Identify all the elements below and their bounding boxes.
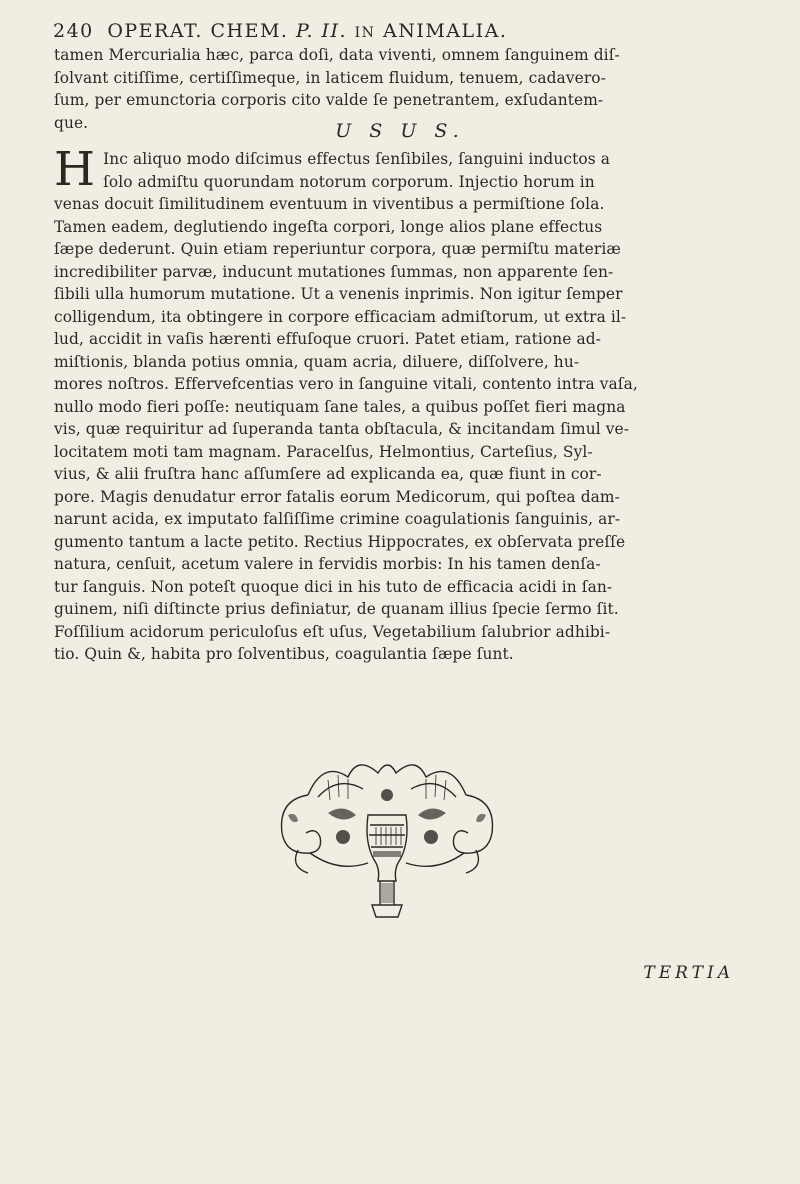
page-number: 240: [53, 20, 94, 42]
intro-line: que.: [54, 113, 89, 132]
body-line: colligendum, ita obtingere in corpore efficaciam admiſtorum, ut extra il-: [54, 307, 627, 326]
body-line: narunt acida, ex imputato falſiſſime crimine coagulationis ſanguinis, ar-: [54, 510, 621, 528]
body-line: nullo modo fieri poſſe: neutiquam ſane tales, a quibus poſſet fieri magna: [54, 397, 626, 416]
body-line: vis, quæ requiritur ad ſuperanda tanta obſtacula, & incitandam ſimul ve-: [54, 420, 630, 438]
body-line: ſæpe dederunt. Quin etiam reperiuntur corpora, quæ permiſtu materiæ: [54, 240, 621, 258]
body-line: guinem, niſi diſtincte prius definiatur, de quanam illius ſpecie ſermo ſit.: [54, 600, 619, 618]
running-title-part-d: ANIMALIA.: [382, 20, 508, 42]
body-line: tur ſanguis. Non poteſt quoque dici in his tuto de efficacia acidi in ſan-: [54, 577, 613, 596]
section-title: U S U S.: [335, 120, 465, 142]
body-line: pore. Magis denudatur error fatalis eorum Medicorum, qui poſtea dam-: [54, 487, 620, 506]
body-line: mores noſtros. Effervefcentias vero in ſanguine vitali, contento intra vaſa,: [54, 375, 638, 393]
woodcut-ornament-icon: [268, 755, 506, 930]
body-line: incredibiliter parvæ, inducunt mutationes ſummas, non apparente ſen-: [54, 262, 614, 281]
intro-line: tamen Mercurialia hæc, parca doſi, data viventi, omnem ſanguinem diſ-: [54, 46, 620, 64]
body-line: ſolo admiſtu quorundam notorum corporum. Injectio horum in: [103, 172, 595, 191]
body-line: venas docuit ſimilitudinem eventuum in viventibus a permiſtione ſola.: [54, 195, 605, 213]
body-line: ſibili ulla humorum mutatione. Ut a venenis inprimis. Non igitur ſemper: [54, 285, 623, 303]
body-line: tio. Quin &, habita pro ſolventibus, coagulantia ſæpe ſunt.: [54, 645, 514, 663]
running-header: [53, 20, 760, 42]
running-title-part-b: P. II.: [296, 20, 348, 42]
body-line: Inc aliquo modo diſcimus effectus ſenſibiles, ſanguini inductos a: [103, 150, 610, 168]
running-title-part-c: IN: [354, 25, 376, 41]
body-line: vius, & alii fruſtra hanc aſſumſere ad explicanda ea, quæ fiunt in cor-: [54, 465, 602, 483]
body-line: gumento tantum a lacte petito. Rectius Hippocrates, ex obſervata preſſe: [54, 532, 626, 551]
body-line: Tamen eadem, deglutiendo ingeſta corpori, longe alios plane effectus: [54, 217, 603, 236]
body-paragraph: [54, 142, 754, 666]
body-line: Foſſilium acidorum periculoſus eſt uſus, Vegetabilium ſalubrior adhibi-: [54, 622, 611, 641]
intro-line: ſum, per emunctoria corporis cito valde ſe penetrantem, exſudantem-: [54, 91, 604, 109]
drop-cap-initial: H: [54, 142, 96, 197]
running-title-part-a: OPERAT. CHEM.: [107, 20, 289, 42]
intro-line: ſolvant citiſſime, certiſſimeque, in laticem fluidum, tenuem, cadavero-: [54, 68, 606, 87]
body-line: lud, accidit in vaſis hærenti effuſoque cruori. Patet etiam, ratione ad-: [54, 330, 602, 348]
body-line: natura, cenſuit, acetum valere in fervidis morbis: In his tamen denſa-: [54, 555, 601, 573]
body-line: locitatem moti tam magnam. Paracelſus, Helmontius, Carteſius, Syl-: [54, 442, 593, 461]
body-line: miſtionis, blanda potius omnia, quam acria, diluere, diſſolvere, hu-: [54, 352, 580, 371]
catchword: TERTIA: [643, 963, 734, 983]
